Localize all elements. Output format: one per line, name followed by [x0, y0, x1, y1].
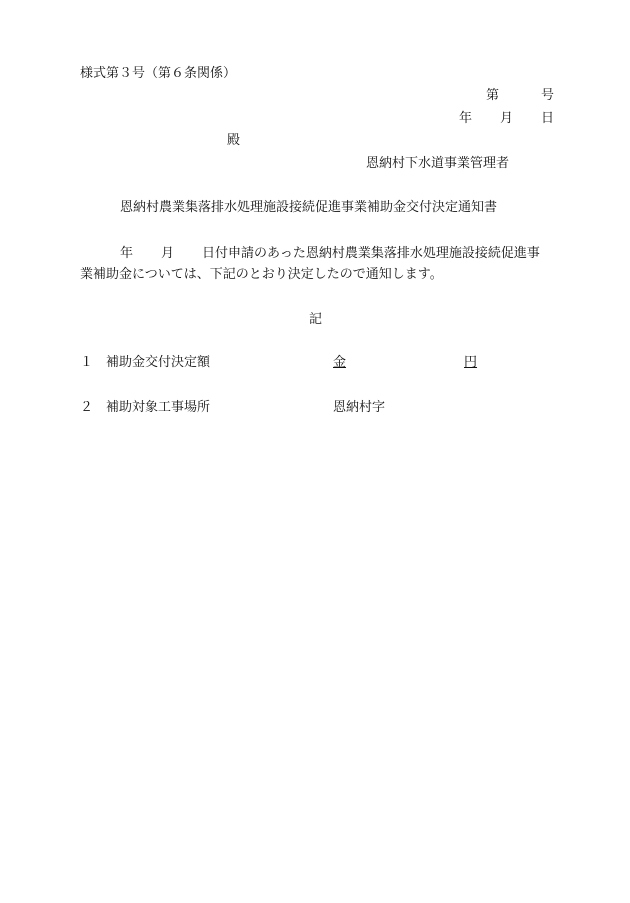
- doc-number-prefix: 第: [486, 88, 500, 103]
- grant-amount-field: [333, 355, 477, 371]
- item-number: ２: [80, 400, 94, 415]
- body-text: [80, 243, 552, 285]
- form-number: 様式第３号（第６条関係）: [80, 66, 237, 81]
- document-title: 恩納村農業集落排水処理施設接続促進事業補助金交付決定通知書: [120, 200, 498, 215]
- issuer-name: 恩納村下水道事業管理者: [366, 156, 510, 171]
- recipient-honorific: 殿: [227, 133, 241, 148]
- body-year: 年: [120, 246, 134, 261]
- doc-number-suffix: 号: [541, 88, 555, 103]
- amount-suffix: 円: [464, 355, 478, 370]
- item-label: 補助対象工事場所: [106, 400, 211, 415]
- work-location-field: 恩納村字: [333, 400, 386, 415]
- body-month: 月: [161, 246, 175, 261]
- ki-heading: 記: [309, 312, 323, 327]
- item-label: 補助金交付決定額: [106, 355, 211, 370]
- item-grant-amount: [80, 355, 210, 371]
- date-month: 月: [500, 111, 514, 126]
- document-date: [459, 111, 554, 127]
- date-day: 日: [541, 111, 555, 126]
- body-line2: 業補助金については、下記のとおり決定したので通知します。: [80, 267, 443, 282]
- body-line1: 日付申請のあった恩納村農業集落排水処理施設接続促進事: [202, 246, 540, 261]
- item-work-location: [80, 400, 210, 416]
- amount-prefix: 金: [333, 355, 347, 370]
- item-number: １: [80, 355, 94, 370]
- document-number: [486, 88, 554, 104]
- date-year: 年: [459, 111, 473, 126]
